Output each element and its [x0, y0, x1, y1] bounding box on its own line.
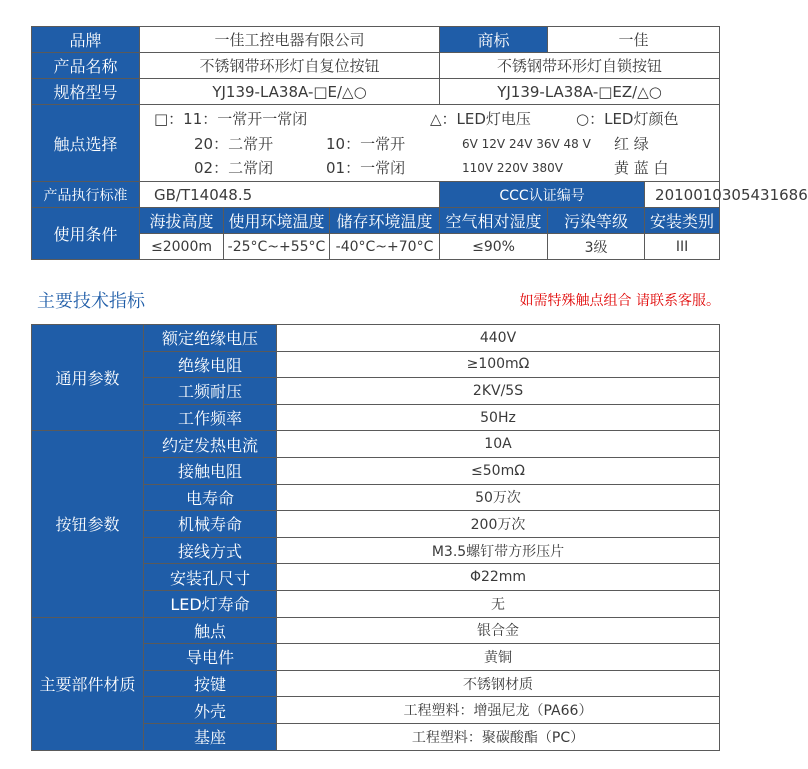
- spec-key: 约定发热电流: [144, 431, 277, 458]
- spec-key: 基座: [144, 723, 277, 750]
- trademark-value: 一佳: [548, 27, 720, 53]
- spec-group-label: 通用参数: [32, 325, 144, 431]
- spec-key: 工作频率: [144, 404, 277, 431]
- led-color-line1: 红 绿: [614, 135, 649, 153]
- spec-key: 电寿命: [144, 484, 277, 511]
- spec-key: 工频耐压: [144, 378, 277, 405]
- spec-key: 按键: [144, 670, 277, 697]
- usage-header: 使用环境温度: [224, 208, 330, 234]
- spec-value: 440V: [277, 325, 720, 352]
- usage-value: III: [645, 234, 720, 260]
- spec-value: 黄铜: [277, 644, 720, 671]
- standard-label: 产品执行标准: [32, 182, 140, 208]
- contact-options: [140, 105, 720, 182]
- brand-value: 一佳工控电器有限公司: [140, 27, 440, 53]
- product-info-table: [31, 26, 808, 260]
- brand-label: 品牌: [32, 27, 140, 53]
- contact-opt-10: 10：一常开: [326, 135, 406, 153]
- usage-value: ≤2000m: [140, 234, 224, 260]
- spec-value: 不锈钢材质: [277, 670, 720, 697]
- spec-key: LED灯寿命: [144, 590, 277, 617]
- spec-value: ≥100mΩ: [277, 351, 720, 378]
- usage-header: 空气相对湿度: [440, 208, 548, 234]
- spec-row: [32, 617, 720, 644]
- contact-opt-01: 01：一常闭: [326, 159, 406, 177]
- product-b: 不锈钢带环形灯自锁按钮: [440, 53, 720, 79]
- spec-value: 工程塑料：聚碳酸酯（PC）: [277, 723, 720, 750]
- product-row: [32, 53, 720, 79]
- spec-value: 50万次: [277, 484, 720, 511]
- trademark-label: 商标: [440, 27, 548, 53]
- spec-key: 触点: [144, 617, 277, 644]
- spec-key: 机械寿命: [144, 511, 277, 538]
- usage-header: 安装类别: [645, 208, 720, 234]
- ccc-label: CCC认证编号: [440, 182, 645, 208]
- usage-header: 海拔高度: [140, 208, 224, 234]
- led-color-title: ○：LED灯颜色: [576, 110, 679, 128]
- model-label: 规格型号: [32, 79, 140, 105]
- spec-key: 安装孔尺寸: [144, 564, 277, 591]
- spec-value: 10A: [277, 431, 720, 458]
- spec-key: 导电件: [144, 644, 277, 671]
- spec-value: 50Hz: [277, 404, 720, 431]
- product-a: 不锈钢带环形灯自复位按钮: [140, 53, 440, 79]
- usage-header-row: [32, 208, 720, 234]
- contact-box-title: □：11：一常开一常闭: [154, 110, 308, 128]
- spec-key: 外壳: [144, 697, 277, 724]
- spec-group-label: 主要部件材质: [32, 617, 144, 750]
- usage-label: 使用条件: [32, 208, 140, 260]
- spec-value: ≤50mΩ: [277, 457, 720, 484]
- contact-row: [32, 105, 720, 182]
- spec-value: 200万次: [277, 511, 720, 538]
- standard-value: GB/T14048.5: [140, 182, 440, 208]
- usage-value: ≤90%: [440, 234, 548, 260]
- contact-opt-20: 20：二常开: [194, 135, 274, 153]
- led-voltage-title: △：LED灯电压: [430, 110, 531, 128]
- spec-value: 无: [277, 590, 720, 617]
- standard-row: [32, 182, 720, 208]
- led-voltage-line1: 6V 12V 24V 36V 48 V: [462, 137, 591, 151]
- spec-value: M3.5螺钉带方形压片: [277, 537, 720, 564]
- custom-contact-notice: 如需特殊触点组合 请联系客服。: [519, 293, 720, 309]
- spec-value: 银合金: [277, 617, 720, 644]
- contact-opt-02: 02：二常闭: [194, 159, 274, 177]
- model-row: [32, 79, 720, 105]
- spec-row: [32, 325, 720, 352]
- led-voltage-line2: 110V 220V 380V: [462, 161, 563, 175]
- spec-value: 2KV/5S: [277, 378, 720, 405]
- usage-value: -40°C~+70°C: [330, 234, 440, 260]
- usage-header: 污染等级: [548, 208, 645, 234]
- spec-key: 接线方式: [144, 537, 277, 564]
- usage-value: -25°C~+55°C: [224, 234, 330, 260]
- spec-key: 绝缘电阻: [144, 351, 277, 378]
- brand-row: [32, 27, 720, 53]
- model-b: YJ139-LA38A-□EZ/△○: [440, 79, 720, 105]
- usage-value: 3级: [548, 234, 645, 260]
- spec-value: Φ22mm: [277, 564, 720, 591]
- spec-group-label: 按钮参数: [32, 431, 144, 617]
- section-title: 主要技术指标: [37, 291, 145, 312]
- spec-table: [31, 324, 720, 751]
- usage-header: 储存环境温度: [330, 208, 440, 234]
- contact-label: 触点选择: [32, 105, 140, 182]
- model-a: YJ139-LA38A-□E/△○: [140, 79, 440, 105]
- spec-key: 额定绝缘电压: [144, 325, 277, 352]
- spec-value: 工程塑料：增强尼龙（PA66）: [277, 697, 720, 724]
- spec-key: 接触电阻: [144, 457, 277, 484]
- product-label: 产品名称: [32, 53, 140, 79]
- led-color-line2: 黄 蓝 白: [614, 159, 669, 177]
- ccc-value: 2010010305431686: [645, 182, 720, 208]
- spec-row: [32, 431, 720, 458]
